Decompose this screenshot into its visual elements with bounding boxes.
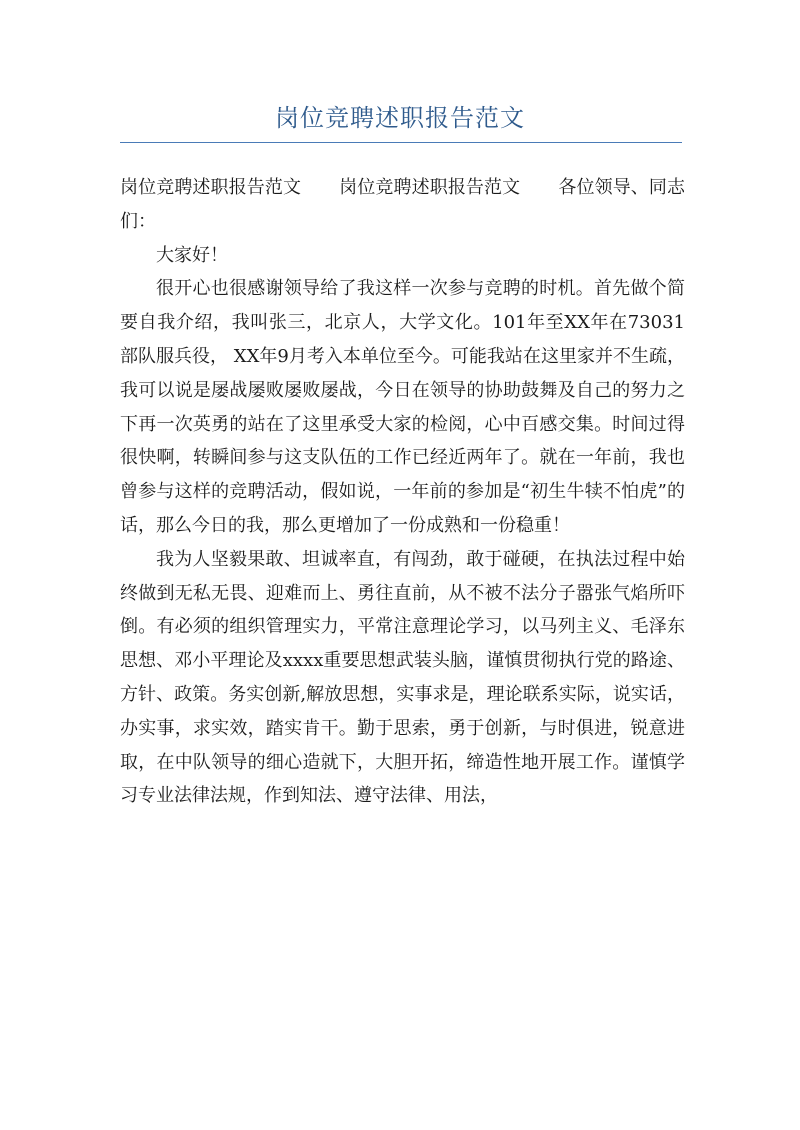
- header-part-1: 岗位竞聘述职报告范文: [120, 177, 302, 198]
- document-title: 岗位竞聘述职报告范文: [275, 104, 525, 132]
- greeting-paragraph: 大家好！: [156, 244, 228, 266]
- document-body: [120, 171, 685, 813]
- title-divider: [120, 142, 682, 143]
- intro-paragraph: 很开心也很感谢领导给了我这样一次参与竞聘的时机。首先做个简要自我介绍，我叫张三，北京人，大学文化。101年至XX年在73031部队服兵役， XX年9月考入本单位至今。可能我站在这里家并不生疏，我可以说是屡战屡败屡败屡战，今日在领导的协助鼓舞及自己的努力之下再一次英勇的站在了这里承受大家的检阅，心中百感交集。时间过得很快啊，转瞬间参与这支队伍的工作已经近两年了。就在一年前，我也曾参与这样的竞聘活动，假如说，一年前的参加是“初生牛犊不怕虎”的话，那么今日的我，那么更增加了一份成熟和一份稳重！: [120, 278, 685, 536]
- character-paragraph: 我为人坚毅果敢、坦诚率直，有闯劲，敢于碰硬，在执法过程中始终做到无私无畏、迎难而上、勇往直前，从不被不法分子嚣张气焰所吓倒。有必须的组织管理实力，平常注意理论学习，以马列主义、毛泽东思想、邓小平理论及xxxx重要思想武装头脑，谨慎贯彻执行党的路途、方针、政策。务实创新,解放思想，实事求是，理论联系实际，说实话，办实事，求实效，踏实肯干。勤于思索，勇于创新，与时俱进，锐意进取，在中队领导的细心造就下，大胆开拓，缔造性地开展工作。谨慎学习专业法律法规，作到知法、遵守法律、用法，: [120, 548, 685, 807]
- header-paragraph: [120, 171, 685, 239]
- header-part-2: 岗位竞聘述职报告范文: [339, 177, 521, 198]
- header-part-3: 各位领导、同志们：: [120, 177, 686, 232]
